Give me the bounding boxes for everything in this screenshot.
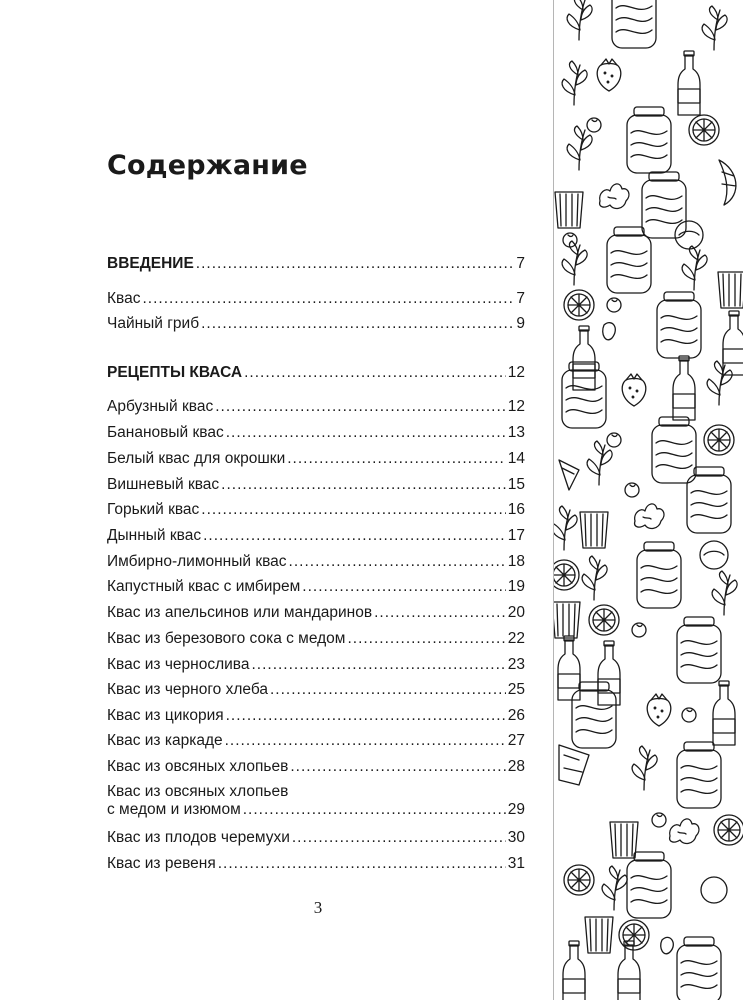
ginger-icon [600, 184, 629, 209]
toc-entry[interactable] [107, 289, 525, 308]
toc-entry-label: Имбирно-лимонный квас [107, 553, 287, 570]
toc-page-number: 25 [507, 681, 525, 698]
toc-entry[interactable] [107, 423, 525, 442]
strawberry-icon [597, 59, 621, 91]
croissant-icon [719, 160, 736, 205]
citrus-slice-icon [564, 865, 594, 895]
toc-entry-label: Банановый квас [107, 424, 224, 441]
leaf-icon [587, 441, 612, 485]
jar-icon [607, 227, 651, 293]
jar-icon [657, 292, 701, 358]
leaf-icon [582, 556, 607, 600]
toc-leader-dots [226, 706, 506, 725]
bread-icon [559, 460, 579, 490]
toc-page-number: 12 [507, 398, 525, 415]
berry-icon [625, 483, 639, 497]
leaf-icon [707, 361, 732, 405]
toc-page-number: 23 [507, 656, 525, 673]
toc-entry[interactable] [107, 854, 525, 873]
toc-entry[interactable] [107, 577, 525, 596]
leaf-icon [702, 6, 727, 50]
toc-leader-dots [221, 475, 506, 494]
toc-entry[interactable] [107, 500, 525, 519]
leaf-icon [712, 571, 737, 615]
bottle-icon [558, 636, 580, 700]
toc-page-number: 29 [507, 801, 525, 818]
leaf-icon [567, 126, 592, 170]
toc-leader-dots [225, 731, 506, 750]
berry-icon [652, 813, 666, 827]
toc-entry[interactable] [107, 731, 525, 750]
bread-icon [559, 745, 589, 785]
toc-entry[interactable] [107, 449, 525, 468]
toc-leader-dots [347, 629, 505, 648]
bottle-icon [573, 326, 595, 390]
toc-leader-dots [292, 828, 506, 847]
toc-entry-label: Капустный квас с имбирем [107, 578, 301, 595]
page-title: Содержание [107, 150, 308, 181]
toc-page-number: 17 [507, 527, 525, 544]
toc-leader-dots [203, 526, 506, 545]
toc-leader-dots [244, 363, 506, 382]
toc-page-number: 15 [507, 476, 525, 493]
toc-entry-label: Квас из березового сока с медом [107, 630, 346, 647]
decorative-illustration-panel [554, 0, 743, 1000]
jar-icon [572, 682, 616, 748]
leaf-icon [632, 746, 657, 790]
toc-entry[interactable] [107, 629, 525, 648]
berry-icon [632, 623, 646, 637]
ginger-icon [635, 504, 664, 529]
toc-leader-dots [290, 757, 505, 776]
toc-leader-dots [374, 603, 506, 622]
bread-icon [700, 541, 728, 569]
citrus-slice-icon [704, 425, 734, 455]
jar-icon [652, 417, 696, 483]
bottle-icon [563, 941, 585, 1000]
bottle-icon [678, 51, 700, 115]
berry-icon [682, 708, 696, 722]
jar-icon [637, 542, 681, 608]
toc-entry-label: с медом и изюмом [107, 801, 241, 818]
toc-entry[interactable] [107, 655, 525, 674]
toc-leader-dots [270, 680, 506, 699]
toc-leader-dots [289, 552, 506, 571]
toc-page-number: 13 [507, 424, 525, 441]
illustration-pattern [554, 0, 743, 1000]
page-number: 3 [313, 898, 323, 917]
berry-icon [607, 433, 621, 447]
leaf-icon [602, 866, 627, 910]
jar-icon [562, 362, 606, 428]
citrus-slice-icon [554, 560, 579, 590]
strawberry-icon [647, 694, 671, 726]
toc-leader-dots [142, 289, 514, 308]
toc-entry[interactable] [107, 603, 525, 622]
berry-icon [587, 118, 601, 132]
toc-leader-dots [251, 655, 505, 674]
toc-page-number: 9 [516, 315, 525, 332]
toc-section-recipes[interactable] [107, 363, 525, 382]
bread-icon [603, 323, 616, 340]
toc-entry-label: Горький квас [107, 501, 200, 518]
toc-page-number: 28 [507, 758, 525, 775]
ginger-icon [670, 819, 699, 844]
toc-entry-label: Квас из апельсинов или мандаринов [107, 604, 373, 621]
toc-entry[interactable] [107, 680, 525, 699]
toc-page-number: 30 [507, 829, 525, 846]
toc-entry-label: Квас из чернослива [107, 656, 250, 673]
toc-page-number: 7 [516, 290, 525, 307]
citrus-slice-icon [689, 115, 719, 145]
toc-leader-dots [287, 449, 506, 468]
toc-page-number: 22 [507, 630, 525, 647]
cup-icon [610, 822, 638, 858]
jar-icon [612, 0, 656, 48]
toc-entry-label: Квас из цикория [107, 707, 224, 724]
toc-leader-dots [201, 314, 514, 333]
leaf-icon [567, 0, 592, 40]
toc-entry-label: Квас [107, 290, 141, 307]
toc-entry-label: Дынный квас [107, 527, 202, 544]
toc-section-intro[interactable] [107, 254, 525, 273]
toc-section-label: РЕЦЕПТЫ КВАСА [107, 364, 243, 381]
toc-leader-dots [226, 423, 506, 442]
citrus-slice-icon [589, 605, 619, 635]
toc-page-number: 27 [507, 732, 525, 749]
toc-entry[interactable] [107, 526, 525, 545]
toc-entry[interactable] [107, 800, 525, 819]
toc-leader-dots [201, 500, 505, 519]
toc-entry-label: Арбузный квас [107, 398, 214, 415]
cup-icon [554, 602, 580, 638]
bread-icon [661, 937, 674, 953]
bread-icon [701, 877, 727, 903]
toc-page-number: 26 [507, 707, 525, 724]
leaf-icon [682, 246, 707, 290]
toc-page-number: 19 [507, 578, 525, 595]
toc-leader-dots [218, 854, 506, 873]
jar-icon [627, 852, 671, 918]
toc-entry[interactable] [107, 314, 525, 333]
cup-icon [555, 192, 583, 228]
toc-entry-label: Белый квас для окрошки [107, 450, 286, 467]
toc-leader-dots [196, 254, 515, 273]
toc-entry-label: Квас из каркаде [107, 732, 223, 749]
citrus-slice-icon [564, 290, 594, 320]
toc-page-number: 16 [507, 501, 525, 518]
jar-icon [627, 107, 671, 173]
cup-icon [580, 512, 608, 548]
toc-page-number: 14 [507, 450, 525, 467]
toc-leader-dots [243, 800, 506, 819]
toc-section-label: ВВЕДЕНИЕ [107, 255, 194, 272]
leaf-icon [554, 506, 577, 550]
toc-entry[interactable] [107, 757, 525, 776]
toc-page-number: 7 [516, 255, 525, 272]
cup-icon [718, 272, 743, 308]
toc-entry-label: Вишневый квас [107, 476, 220, 493]
bottle-icon [598, 641, 620, 705]
toc-entry-label-line1: Квас из овсяных хлопьев [107, 783, 289, 800]
jar-icon [687, 467, 731, 533]
toc-entry[interactable] [107, 706, 525, 725]
jar-icon [642, 172, 686, 238]
toc-leader-dots [215, 397, 506, 416]
bottle-icon [723, 311, 743, 375]
bread-icon [675, 221, 703, 249]
toc-page-number: 18 [507, 553, 525, 570]
toc-page-number: 12 [507, 364, 525, 381]
bottle-icon [673, 356, 695, 420]
toc-entry-label: Квас из овсяных хлопьев [107, 758, 289, 775]
berry-icon [607, 298, 621, 312]
cup-icon [585, 917, 613, 953]
bottle-icon [713, 681, 735, 745]
jar-icon [677, 742, 721, 808]
toc-entry-label: Чайный гриб [107, 315, 200, 332]
jar-icon [677, 617, 721, 683]
toc-leader-dots [302, 577, 505, 596]
toc-entry[interactable] [107, 828, 525, 847]
citrus-slice-icon [714, 815, 743, 845]
toc-entry-label: Квас из черного хлеба [107, 681, 268, 698]
strawberry-icon [622, 374, 646, 406]
toc-entry-label: Квас из ревеня [107, 855, 216, 872]
toc-entry[interactable] [107, 397, 525, 416]
toc-entry-label: Квас из плодов черемухи [107, 829, 290, 846]
toc-page-number: 31 [507, 855, 525, 872]
jar-icon [677, 937, 721, 1000]
toc-page-number: 20 [507, 604, 525, 621]
leaf-icon [562, 61, 587, 105]
toc-entry[interactable] [107, 552, 525, 571]
leaf-icon [562, 241, 587, 285]
toc-entry[interactable] [107, 475, 525, 494]
